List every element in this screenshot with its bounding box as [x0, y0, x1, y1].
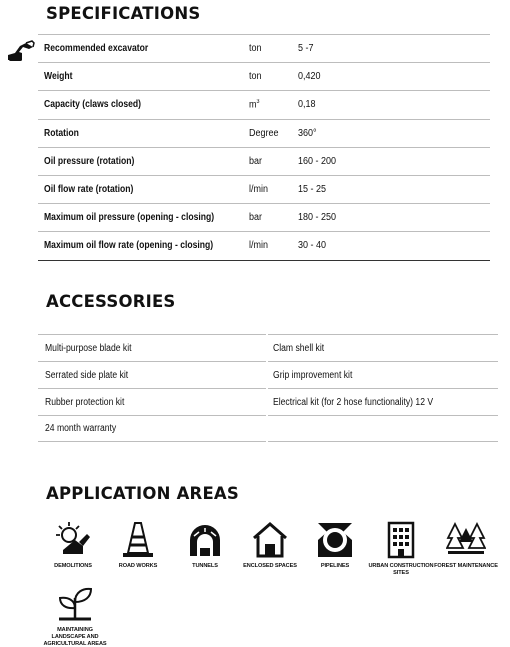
application-label: TUNNELS — [192, 563, 218, 569]
spec-row — [38, 63, 490, 91]
building-icon — [381, 520, 421, 560]
application-item-forest-maintenance — [433, 520, 499, 570]
application-item-tunnels — [172, 520, 238, 570]
spec-name: Recommended excavator — [44, 43, 149, 55]
spec-unit: bar — [249, 155, 263, 167]
accessories-table — [38, 334, 498, 442]
spec-unit: bar — [249, 212, 263, 224]
accessory-cell — [38, 388, 266, 415]
accessory-cell — [38, 415, 266, 442]
accessory-row — [38, 388, 498, 415]
spec-row — [38, 204, 490, 232]
application-item-road-works — [105, 520, 171, 570]
spec-row — [38, 148, 490, 176]
excavator-icon — [6, 40, 36, 62]
accessory-cell — [268, 388, 498, 415]
application-item-pipelines — [302, 520, 368, 570]
application-item-urban-construction — [368, 520, 434, 577]
spec-value: 180 - 250 — [298, 212, 337, 224]
spec-name: Oil pressure (rotation) — [44, 155, 135, 167]
unit-superscript: 3 — [256, 99, 260, 106]
spec-value: 0,18 — [298, 99, 316, 111]
spec-row — [38, 176, 490, 204]
accessory-cell — [268, 334, 498, 361]
spec-unit: Degree — [249, 127, 279, 139]
spec-value: 160 - 200 — [298, 155, 337, 167]
spec-name: Maximum oil flow rate (opening - closing) — [44, 240, 214, 252]
spec-name: Oil flow rate (rotation) — [44, 184, 134, 196]
spec-row — [38, 91, 490, 119]
pipeline-icon — [315, 520, 355, 560]
spec-unit: $m^3$ — [249, 99, 260, 111]
spec-name: Weight — [44, 71, 73, 83]
application-label: ENCLOSED SPACES — [243, 563, 297, 569]
spec-row — [38, 120, 490, 148]
traffic-cone-icon — [118, 520, 158, 560]
application-label: ROAD WORKS — [118, 563, 158, 569]
accessory-label: Multi-purpose blade kit — [45, 342, 132, 354]
accessory-row — [38, 415, 498, 442]
accessory-label: Electrical kit (for 2 hose functionality) 12 V — [273, 396, 434, 408]
accessory-cell — [38, 361, 266, 388]
spec-value: 0,420 — [298, 71, 321, 83]
accessory-cell — [268, 415, 498, 442]
specifications-table — [38, 34, 490, 261]
accessory-cell — [38, 334, 266, 361]
accessory-label: 24 month warranty — [45, 423, 117, 434]
application-label: DEMOLITIONS — [54, 563, 92, 569]
accessory-label: Serrated side plate kit — [45, 369, 129, 381]
spec-name: Rotation — [44, 127, 79, 139]
application-item-demolitions — [40, 520, 106, 570]
tunnel-icon — [185, 520, 225, 560]
application-label: PIPELINES — [320, 563, 350, 569]
spec-value: 5 -7 — [298, 43, 314, 55]
house-icon — [250, 520, 290, 560]
application-label: MAINTAINING LANDSCAPE AND AGRICULTURAL AREAS — [43, 627, 107, 647]
accessory-label: Grip improvement kit — [273, 369, 353, 381]
spec-name: Maximum oil pressure (opening - closing) — [44, 212, 215, 224]
application-label: FOREST MAINTENANCE — [434, 563, 498, 569]
application-item-enclosed-spaces — [237, 520, 303, 570]
specifications-heading: SPECIFICATIONS — [46, 4, 201, 23]
accessory-cell — [268, 361, 498, 388]
application-label: URBAN CONSTRUCTION SITES — [368, 563, 434, 576]
spec-value: 15 - 25 — [298, 184, 327, 196]
spec-unit: ton — [249, 43, 262, 55]
spec-name: Capacity (claws closed) — [44, 99, 142, 111]
accessory-label: Clam shell kit — [273, 342, 325, 354]
trees-icon — [446, 520, 486, 560]
spec-value: 360° — [298, 127, 317, 139]
sprout-icon — [55, 584, 95, 624]
spec-unit: l/min — [249, 184, 269, 196]
spec-row — [38, 34, 490, 63]
demolition-icon — [53, 520, 93, 560]
spec-row — [38, 232, 490, 260]
accessory-label: Rubber protection kit — [45, 396, 125, 408]
accessory-row — [38, 334, 498, 361]
application-areas-heading: APPLICATION AREAS — [46, 484, 239, 503]
spec-value: 30 - 40 — [298, 240, 327, 252]
spec-unit: l/min — [249, 240, 269, 252]
accessory-row — [38, 361, 498, 388]
application-item-landscape — [42, 584, 108, 647]
spec-unit: ton — [249, 71, 262, 83]
accessories-heading: ACCESSORIES — [46, 292, 176, 311]
